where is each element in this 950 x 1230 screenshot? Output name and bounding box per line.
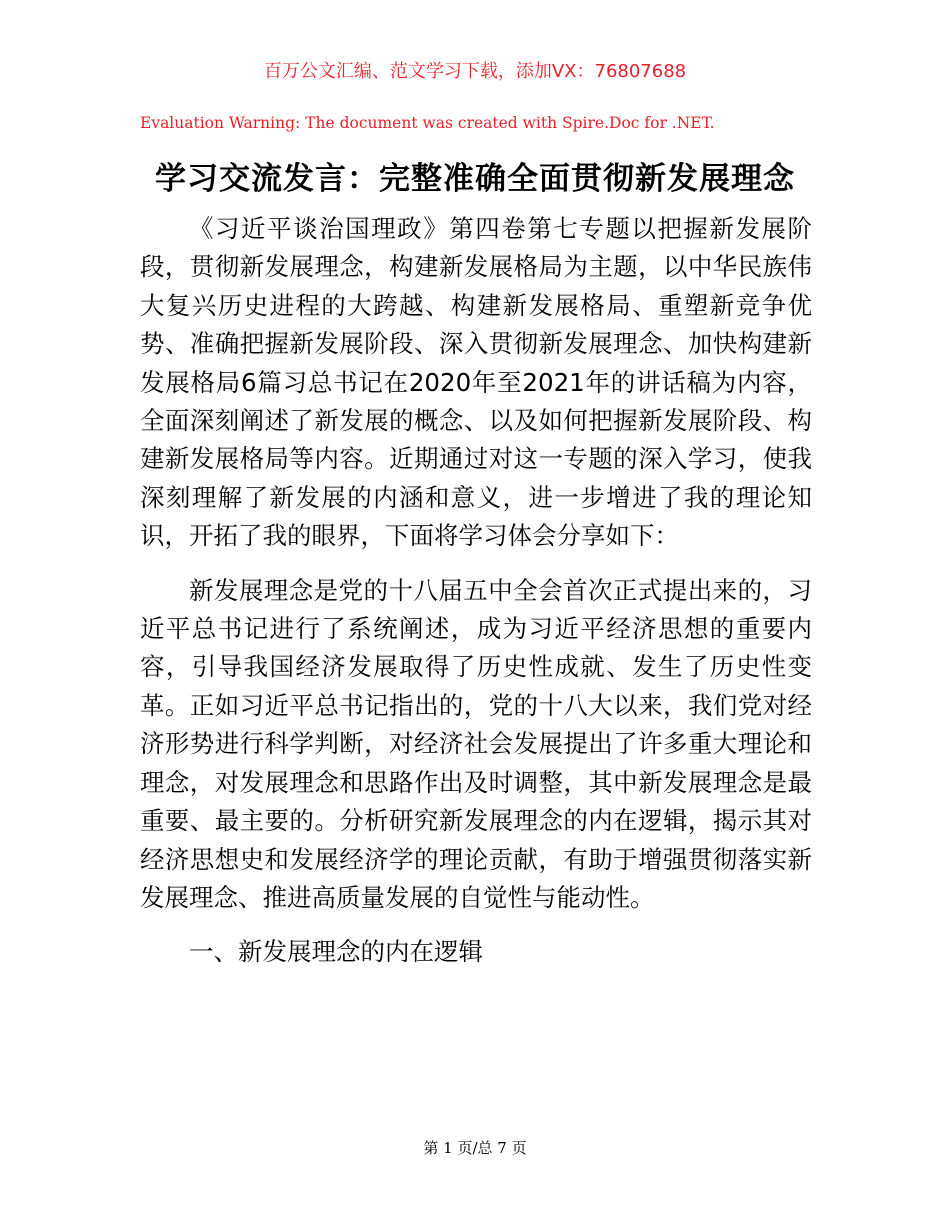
document-title: 学习交流发言：完整准确全面贯彻新发展理念 [155,161,795,197]
section-heading: 一、新发展理念的内在逻辑 [189,937,483,967]
paragraph-new-development-concept: 新发展理念是党的十八届五中全会首次正式提出来的，习近平总书记进行了系统阐述，成为习近平经济思想的重要内容，引导我国经济发展取得了历史性成就、发生了历史性变革。正如习近平总书记指出的，党的十八大以来，我们党对经济形势进行科学判断，对经济社会发展提出了许多重大理论和理念，对发展理念和思路作出及时调整，其中新发展理念是最重要、最主要的。分析研究新发展理念的内在逻辑，揭示其对经济思想史和发展经济学的理论贡献，有助于增强贯彻落实新发展理念、推进高质量发展的自觉性与能动性。 [140,575,812,912]
paragraph-intro: 《习近平谈治国理政》第四卷第七专题以把握新发展阶段，贯彻新发展理念，构建新发展格局为主题，以中华民族伟大复兴历史进程的大跨越、构建新发展格局、重塑新竞争优势、准确把握新发展阶段、深入贯彻新发展理念、加快构建新发展格局6篇习总书记在2020年至2021年的讲话稿为内容，全面深刻阐述了新发展的概念、以及如何把握新发展阶段、构建新发展格局等内容。近期通过对这一专题的深入学习，使我深刻理解了新发展的内涵和意义，进一步增进了我的理论知识，开拓了我的眼界，下面将学习体会分享如下： [140,214,812,551]
header-banner: 百万公文汇编、范文学习下载，添加VX：76807688 [263,61,687,82]
evaluation-warning: Evaluation Warning: The document was created with Spire.Doc for .NET. [140,114,715,132]
page-indicator: 第 1 页/总 7 页 [423,1139,527,1157]
document-body [140,210,812,988]
